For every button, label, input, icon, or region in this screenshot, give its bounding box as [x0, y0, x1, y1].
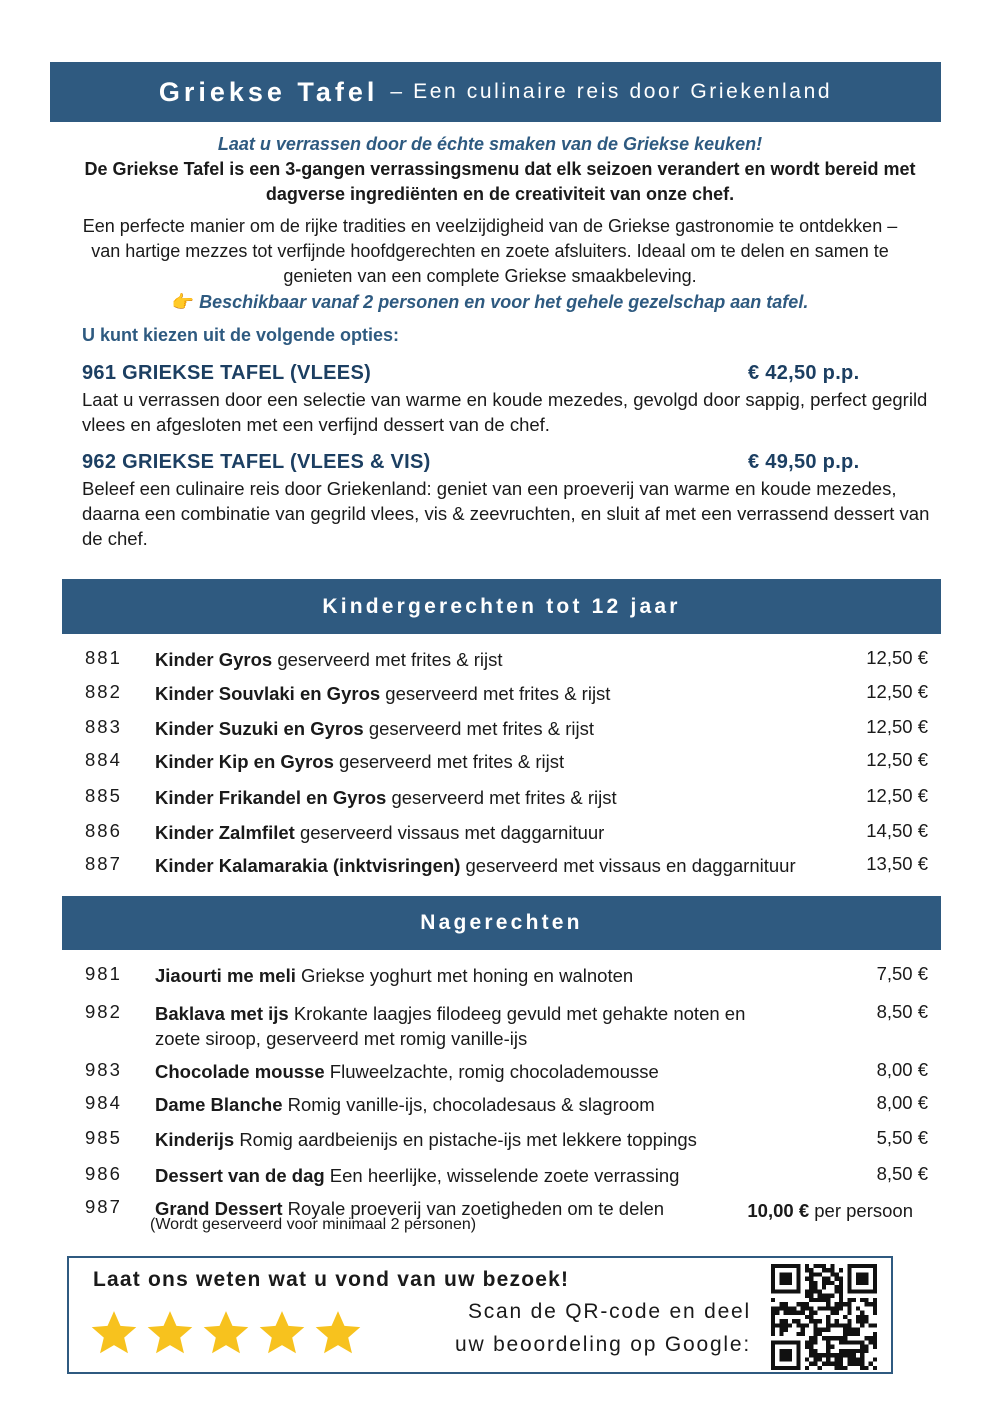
item-text	[155, 716, 805, 741]
scan-instruction-line1: Scan de QR-code en deel	[467, 1300, 751, 1323]
item-text	[155, 647, 805, 672]
item-number: 881	[85, 647, 122, 668]
item-price: 7,50 €	[876, 963, 928, 984]
item-number: 882	[85, 681, 122, 702]
menu-item-row	[0, 1196, 993, 1241]
item-number: 885	[85, 785, 122, 806]
item-description: geserveerd vissaus met daggarnituur	[299, 822, 605, 843]
item-description: geserveerd met vissaus en daggarnituur	[465, 855, 796, 876]
menu-item-row	[0, 681, 993, 711]
item-price: 8,00 €	[876, 1092, 928, 1113]
item-text	[155, 1001, 785, 1051]
item-description: Romig vanille-ijs, chocoladesaus & slagroom	[287, 1094, 655, 1115]
page-title: Griekse Tafel	[158, 76, 379, 107]
item-description: geserveerd met frites & rijst	[368, 718, 594, 739]
item-name: Dame Blanche	[155, 1094, 283, 1115]
item-text	[155, 820, 805, 845]
item-number: 887	[85, 853, 122, 874]
item-description: geserveerd met frites & rijst	[339, 751, 565, 772]
item-price: 12,50 €	[866, 716, 928, 737]
item-name: Grand Dessert	[155, 1198, 283, 1219]
menu-item-row	[0, 963, 993, 993]
item-name: Kinderijs	[155, 1129, 235, 1150]
menu-description: Laat u verrassen door een selectie van warme en koude mezedes, gevolgd door sappig, perfect gegrild vlees en afgesloten met een verfijnd dessert van de chef.	[82, 389, 928, 435]
item-text	[155, 853, 845, 878]
menu-item-row	[0, 1001, 993, 1051]
intro-bold-text: De Griekse Tafel is een 3-gangen verrassingsmenu dat elk seizoen verandert en wordt bereid met dagverse ingrediënten en de creativiteit van onze chef.	[84, 159, 916, 204]
item-name: Jiaourti me meli	[155, 965, 296, 986]
menu-title: 962 GRIEKSE TAFEL (VLEES & VIS)	[82, 451, 431, 473]
item-number: 983	[85, 1059, 122, 1080]
item-price	[747, 1200, 913, 1222]
item-description: geserveerd met frites & rijst	[391, 787, 617, 808]
item-text	[155, 785, 805, 810]
item-name: Chocolade mousse	[155, 1061, 325, 1082]
menu-item-row	[0, 1163, 993, 1193]
item-text	[155, 749, 805, 774]
item-price: 8,00 €	[876, 1059, 928, 1080]
item-name: Kinder Souvlaki en Gyros	[155, 683, 381, 704]
menu-price: € 42,50 p.p.	[748, 362, 860, 384]
item-price: 12,50 €	[866, 647, 928, 668]
item-price: 5,50 €	[876, 1127, 928, 1148]
item-price: 8,50 €	[876, 1163, 928, 1184]
item-price: 12,50 €	[866, 785, 928, 806]
item-description: Fluweelzachte, romig chocolademousse	[329, 1061, 659, 1082]
item-description: Romig aardbeienijs en pistache-ijs met lekkere toppings	[239, 1129, 697, 1150]
availability-line	[60, 290, 920, 315]
item-price: 12,50 €	[866, 749, 928, 770]
item-number: 981	[85, 963, 122, 984]
menu-item-row	[0, 716, 993, 746]
star-rating	[89, 1308, 363, 1358]
menu-title: 961 GRIEKSE TAFEL (VLEES)	[82, 362, 372, 384]
item-name: Dessert van de dag	[155, 1165, 325, 1186]
header-band	[50, 62, 941, 122]
star-icon	[201, 1308, 251, 1358]
item-name: Kinder Gyros	[155, 649, 273, 670]
item-number: 886	[85, 820, 122, 841]
item-text	[155, 681, 805, 706]
review-box	[67, 1256, 893, 1374]
scan-instruction-line2: uw beoordeling op Google:	[454, 1333, 751, 1356]
star-icon	[257, 1308, 307, 1358]
page-subtitle: – Een culinaire reis door Griekenland	[390, 80, 833, 103]
item-number: 884	[85, 749, 122, 770]
item-name: Kinder Kalamarakia (inktvisringen)	[155, 855, 461, 876]
desserts-section-header	[62, 896, 941, 950]
item-note: (Wordt geserveerd voor minimaal 2 personen)	[150, 1216, 477, 1233]
item-number: 985	[85, 1127, 122, 1148]
menu-item-row	[0, 1092, 993, 1122]
item-text	[155, 1092, 805, 1117]
item-number: 986	[85, 1163, 122, 1184]
menu-item-row	[0, 1059, 993, 1089]
availability-text: Beschikbaar vanaf 2 personen en voor het gehele gezelschap aan tafel.	[199, 292, 809, 312]
item-text	[155, 1163, 805, 1188]
desserts-section-title: Nagerechten	[420, 911, 583, 934]
item-text	[155, 1127, 805, 1152]
item-number: 982	[85, 1001, 122, 1022]
item-price: 13,50 €	[866, 853, 928, 874]
menu-price: € 49,50 p.p.	[748, 451, 860, 473]
qr-code-icon[interactable]	[771, 1264, 877, 1370]
item-name: Kinder Frikandel en Gyros	[155, 787, 387, 808]
item-text	[155, 963, 805, 988]
menu-item-row	[0, 820, 993, 850]
kids-section-header	[62, 579, 941, 634]
intro-body-text: Een perfecte manier om de rijke tradities en veelzijdigheid van de Griekse gastronomie te ontdekken – van hartige mezzes tot verfijnde hoofdgerechten en zoete afsluiters. Ideaal om te delen en samen te genieten van een complete Griekse smaakbeleving.	[82, 216, 898, 286]
item-description: Een heerlijke, wisselende zoete verrassing	[329, 1165, 680, 1186]
item-description: geserveerd met frites & rijst	[277, 649, 503, 670]
star-icon	[145, 1308, 195, 1358]
item-description: Royale proeverij van zoetigheden om te delen	[287, 1198, 665, 1219]
item-number: 883	[85, 716, 122, 737]
options-heading: U kunt kiezen uit de volgende opties:	[82, 325, 400, 345]
menu-item-row	[0, 647, 993, 677]
review-title: Laat ons weten wat u vond van uw bezoek!	[93, 1268, 570, 1291]
menu-item-row	[0, 785, 993, 815]
item-price: 14,50 €	[866, 820, 928, 841]
star-icon	[313, 1308, 363, 1358]
menu-item-row	[0, 853, 993, 883]
item-name: Kinder Zalmfilet	[155, 822, 295, 843]
menu-description: Beleef een culinaire reis door Griekenland: geniet van een proeverij van warme en koude mezedes, daarna een combinatie van gegrild vlees, vis & zeevruchten, en sluit af met een verrassend dessert van de chef.	[82, 478, 930, 549]
item-price-suffix: per persoon	[814, 1200, 913, 1221]
hand-pointing-icon: 👉	[171, 292, 195, 312]
item-description: Griekse yoghurt met honing en walnoten	[301, 965, 634, 986]
item-price: 8,50 €	[876, 1001, 928, 1022]
item-number: 987	[85, 1196, 122, 1217]
item-description: geserveerd met frites & rijst	[385, 683, 611, 704]
item-price-amount: 10,00 €	[747, 1200, 810, 1221]
menu-item-row	[0, 1127, 993, 1157]
item-name: Kinder Suzuki en Gyros	[155, 718, 364, 739]
item-name: Baklava met ijs	[155, 1003, 289, 1024]
menu-item-row	[0, 749, 993, 779]
kids-section-title: Kindergerechten tot 12 jaar	[322, 594, 681, 618]
item-text	[155, 1059, 805, 1084]
item-description: Krokante laagjes filodeeg gevuld met gehakte noten en zoete siroop, geserveerd met romig vanille-ijs	[155, 1003, 746, 1049]
item-number: 984	[85, 1092, 122, 1113]
star-icon	[89, 1308, 139, 1358]
item-price: 12,50 €	[866, 681, 928, 702]
intro-tagline: Laat u verrassen door de échte smaken van de Griekse keuken!	[217, 134, 763, 154]
item-name: Kinder Kip en Gyros	[155, 751, 334, 772]
